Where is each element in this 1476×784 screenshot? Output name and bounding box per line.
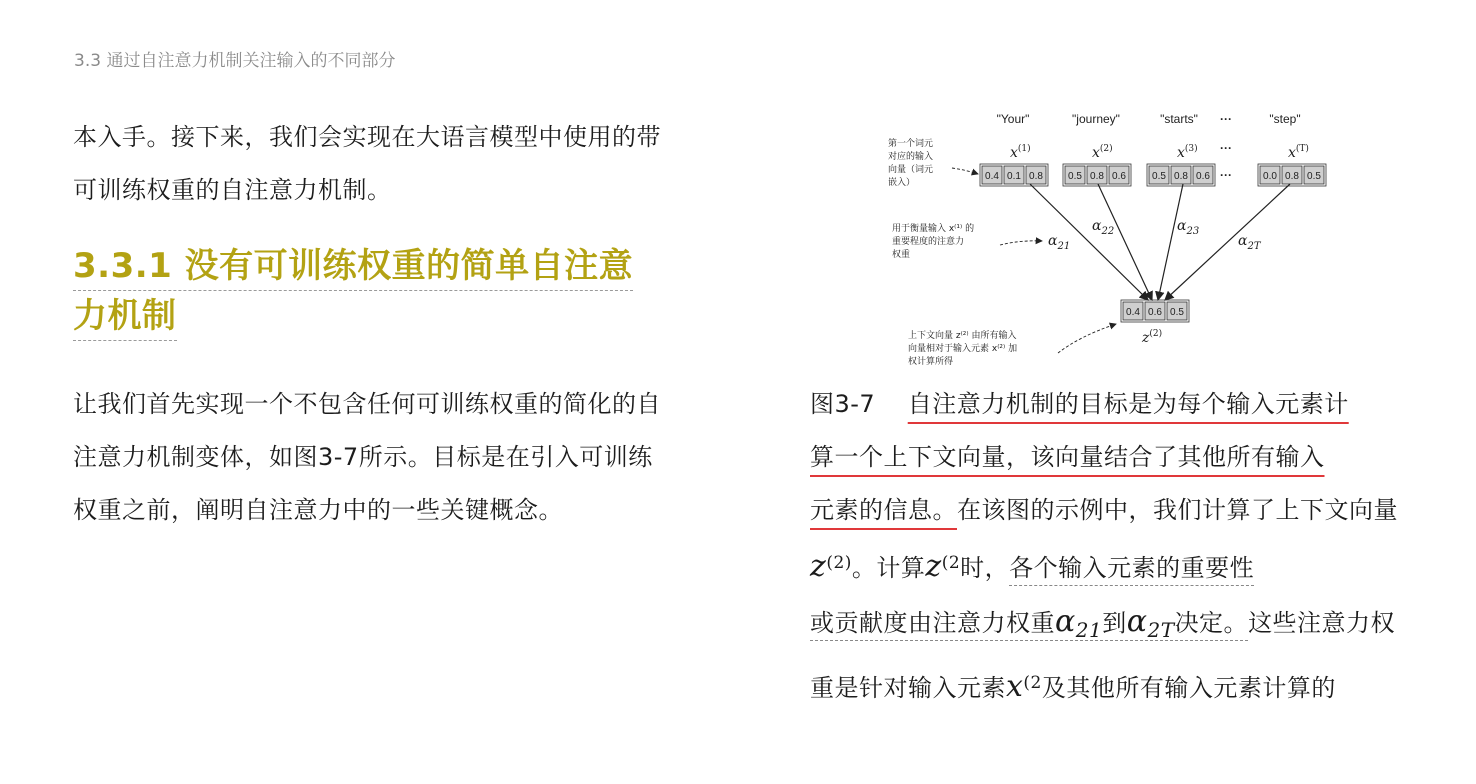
figure-self-attention-diagram: [880, 104, 1321, 376]
input-vector-value: 0.6: [1112, 171, 1126, 182]
embedding-note: 向量（词元: [888, 165, 934, 175]
caption-highlight: 自注意力机制的目标是为每个输入元素计: [907, 390, 1349, 418]
context-note: 上下文向量 z⁽²⁾ 由所有输入: [908, 331, 1017, 341]
input-vector-value: 0.5: [1152, 171, 1166, 182]
weight-note: 权重: [892, 250, 911, 260]
embedding-note: 嵌入）: [888, 178, 916, 188]
weight-note: 重要程度的注意力: [892, 237, 965, 247]
input-vector-value: 0.5: [1307, 171, 1321, 182]
input-vector-value: 0.8: [1029, 171, 1043, 182]
context-note: 向量相对于输入元素 x⁽²⁾ 加: [908, 344, 1018, 354]
x-label: $x^{(2)}$: [1092, 144, 1113, 161]
context-note: 权计算所得: [908, 357, 954, 367]
math-sup: (2: [941, 553, 961, 573]
input-vector-value: 0.6: [1196, 171, 1210, 182]
alpha-label: $\alpha_{21}$: [1048, 233, 1071, 252]
context-vector-value: 0.4: [1126, 307, 1140, 318]
caption-text: 。计算: [851, 554, 926, 582]
input-vector-value: 0.5: [1068, 171, 1082, 182]
ellipsis: ···: [1220, 112, 1232, 126]
math-alpha: α: [1126, 604, 1148, 639]
caption-dashed: [810, 604, 1249, 642]
caption-text: 在该图的示例中，我们计算了上下文向量: [957, 496, 1398, 524]
ellipsis: ···: [1220, 168, 1232, 182]
embedding-note: 第一个词元: [888, 139, 934, 149]
figure-caption: [810, 378, 1410, 715]
x-label: $x^{(3)}$: [1177, 144, 1198, 161]
input-vector-value: 0.8: [1285, 171, 1299, 182]
section-heading: [73, 241, 673, 341]
input-vector-value: 0.0: [1263, 171, 1277, 182]
math-sub: 21: [1075, 618, 1103, 642]
math-x: x: [1006, 669, 1024, 704]
math-sub: 2T: [1147, 618, 1175, 642]
input-vector-value: 0.8: [1090, 171, 1104, 182]
caption-dashed: 各个输入元素的重要性: [1009, 554, 1254, 586]
context-vector-value: 0.6: [1148, 307, 1162, 318]
embedding-note: 对应的输入: [888, 152, 934, 162]
alpha-label: $\alpha_{2T}$: [1238, 233, 1261, 252]
caption-text: 及其他所有输入元素计算的: [1041, 674, 1336, 702]
caption-highlight: 算一个上下文向量，该向量结合了其他所有输入: [810, 443, 1325, 471]
token-label: "step": [1269, 112, 1301, 126]
heading-line-2: 力机制: [73, 296, 177, 341]
context-vector-value: 0.5: [1170, 307, 1184, 318]
math-sup: (2: [1023, 673, 1042, 693]
token-label: "Your": [996, 112, 1030, 126]
alpha-label: $\alpha_{23}$: [1177, 218, 1200, 237]
running-head: 3.3 通过自注意力机制关注输入的不同部分: [74, 51, 396, 71]
token-label: "starts": [1160, 112, 1198, 126]
heading-line-1: 3.3.1 没有可训练权重的简单自注意: [73, 246, 633, 291]
math-z: z: [810, 549, 827, 584]
math-z: z: [925, 549, 942, 584]
weight-note: 用于衡量输入 x⁽¹⁾ 的: [892, 224, 975, 234]
x-label: $x^{(T)}$: [1288, 144, 1309, 161]
caption-text: 决定。: [1174, 609, 1249, 637]
caption-text: 这些注意力权重是针对输入元素: [810, 609, 1396, 702]
token-label: "journey": [1072, 112, 1120, 126]
math-sup: (2): [826, 553, 852, 573]
math-alpha: α: [1055, 604, 1076, 639]
ellipsis: ···: [1220, 141, 1232, 155]
paragraph-intro: 本入手。接下来，我们会实现在大语言模型中使用的带可训练权重的自注意力机制。: [73, 123, 661, 204]
caption-highlight: 元素的信息。: [810, 496, 957, 524]
x-label: $x^{(1)}$: [1010, 144, 1031, 161]
alpha-label: $\alpha_{22}$: [1092, 218, 1115, 237]
input-vector-value: 0.4: [985, 171, 999, 182]
input-vector-value: 0.8: [1174, 171, 1188, 182]
caption-label: 图3-7: [810, 390, 876, 418]
paragraph-body: 让我们首先实现一个不包含任何可训练权重的简化的自注意力机制变体，如图3-7所示。目标是在引入可训练权重之前，阐明自注意力中的一些关键概念。: [73, 390, 661, 524]
caption-text: 或贡献度由注意力权重: [810, 609, 1055, 637]
input-vector-value: 0.1: [1007, 171, 1021, 182]
z-label: $z^{(2)}$: [1142, 329, 1163, 346]
caption-text: 时，: [960, 554, 1010, 582]
caption-text: 到: [1102, 609, 1127, 637]
